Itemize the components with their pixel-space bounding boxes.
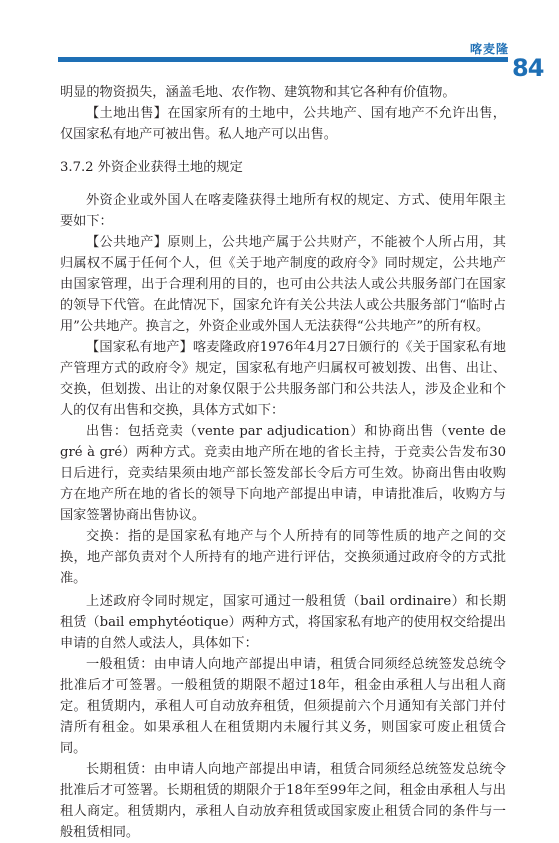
paragraph-intro: 外资企业或外国人在喀麦隆获得土地所有权的规定、方式、使用年限主要如下：	[60, 193, 506, 229]
paragraph: 明显的物资损失，涵盖毛地、农作物、建筑物和其它各种有价值物。	[60, 85, 456, 100]
paragraph-sale: 出售：包括竞卖（vente par adjudication）和协商出售（vente de gré à gré）两种方式。竞卖由地产所在地的省长主持，于竞卖公告发布30日后进行，竞卖结果须由地产部长签发部长令后方可生效。协商出售由收购方在地产所在地的省长的领导下向地产部提出申请，申请批准后，收购方与国家签署协商出售协议。	[60, 424, 506, 523]
page-body	[60, 82, 506, 843]
paragraph-public-land: 【公共地产】原则上，公共地产属于公共财产，不能被个人所占用，其归属权不属于任何个人，但《关于地产制度的政府令》同时规定，公共地产由国家管理，出于合理利用的目的，也可由公共法人或公共服务部门在国家的领导下代管。在此情况下，国家允许有关公共法人或公共服务部门“临时占用”公共地产。换言之，外资企业或外国人无法获得“公共地产”的所有权。	[60, 235, 506, 334]
paragraph-state-private-land: 【国家私有地产】喀麦隆政府1976年4月27日颁行的《关于国家私有地产管理方式的政府令》规定，国家私有地产归属权可被划拨、出售、出让、交换，但划拨、出让的对象仅限于公共服务部门和公共法人，涉及企业和个人的仅有出售和交换，具体方式如下：	[60, 340, 506, 418]
paragraph-exchange: 交换：指的是国家私有地产与个人所持有的同等性质的地产之间的交换，地产部负责对个人所持有的地产进行评估，交换须通过政府令的方式批准。	[60, 529, 506, 586]
header-rule	[58, 57, 508, 62]
section-heading: 3.7.2 外资企业获得土地的规定	[60, 160, 243, 175]
paragraph-land-sale: 【土地出售】在国家所有的土地中，公共地产、国有地产不允许出售，仅国家私有地产可被出售。私人地产可以出售。	[60, 106, 506, 142]
paragraph-long-lease: 长期租赁：由申请人向地产部提出申请，租赁合同须经总统签发总统令批准后才可签署。长期租赁的期限介于18年至99年之间，租金由承租人与出租人商定。租赁期内，承租人自动放弃租赁或国家废止租赁合同的条件与一般租赁相同。	[60, 762, 506, 840]
page-header	[0, 0, 559, 82]
paragraph-ordinary-lease: 一般租赁：由申请人向地产部提出申请，租赁合同须经总统签发总统令批准后才可签署。一般租赁的期限不超过18年，租金由承租人与出租人商定。租赁期内，承租人可自动放弃租赁，但须提前六个月通知有关部门并付清所有租金。如果承租人在租赁期内未履行其义务，则国家可废止租赁合同。	[60, 657, 506, 756]
chapter-country-label: 喀麦隆	[469, 42, 509, 56]
page-number: 84	[512, 54, 544, 82]
paragraph-lease-intro: 上述政府令同时规定，国家可通过一般租赁（bail ordinaire）和长期租赁（bail emphytéotique）两种方式，将国家私有地产的使用权交给提出申请的自然人或法人，具体如下：	[60, 594, 506, 651]
